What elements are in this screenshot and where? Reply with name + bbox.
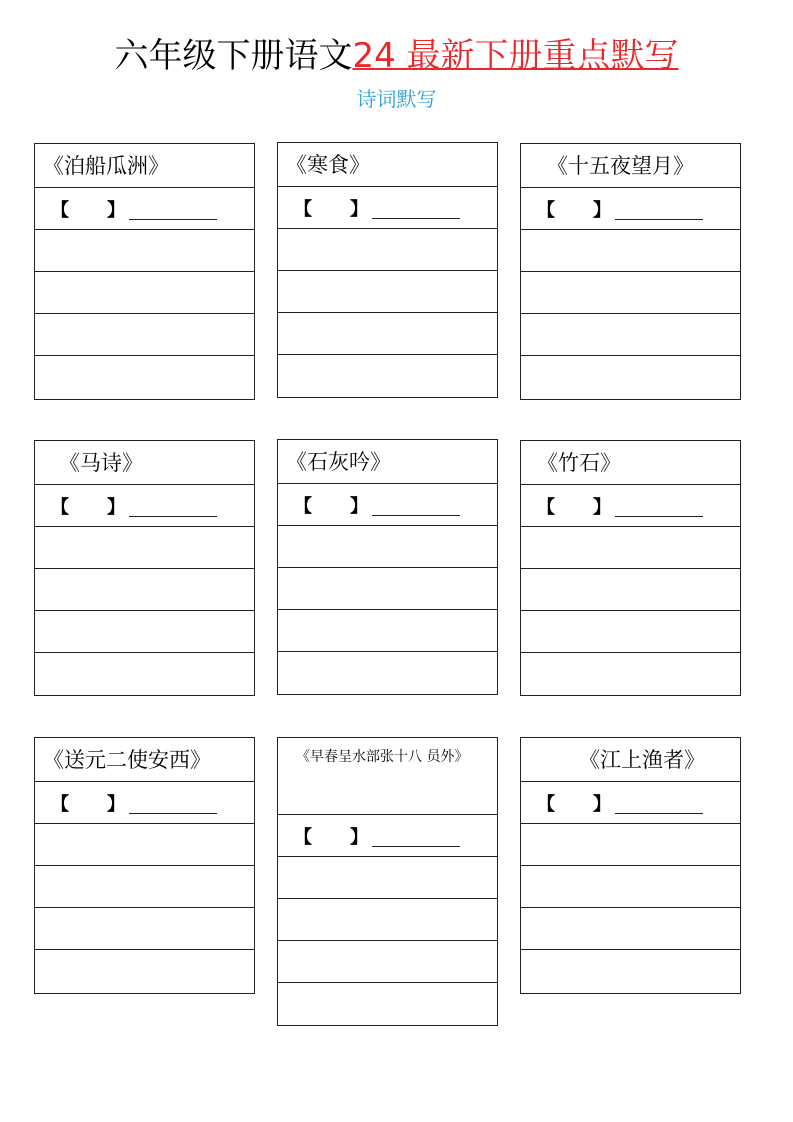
left-bracket: 【 <box>51 199 69 221</box>
writing-line[interactable] <box>278 652 497 694</box>
writing-line[interactable] <box>35 272 254 314</box>
left-bracket: 【 <box>294 198 312 220</box>
left-bracket: 【 <box>537 496 555 518</box>
writing-line[interactable] <box>521 866 740 908</box>
answer-underline <box>129 201 217 220</box>
answer-underline <box>615 201 703 220</box>
poem-title: 《江上渔者》 <box>521 738 740 782</box>
left-bracket: 【 <box>537 199 555 221</box>
poem-card-4 <box>34 440 255 696</box>
writing-line[interactable] <box>521 611 740 653</box>
poem-card-7 <box>34 737 255 994</box>
poem-title: 《早春呈水部张十八 员外》 <box>278 738 497 815</box>
writing-line[interactable] <box>35 527 254 569</box>
poem-card-9 <box>520 737 741 994</box>
writing-line[interactable] <box>521 824 740 866</box>
writing-line[interactable] <box>278 899 497 941</box>
answer-underline <box>615 498 703 517</box>
writing-line[interactable] <box>35 314 254 356</box>
poem-title: 《寒食》 <box>278 143 497 187</box>
left-bracket: 【 <box>294 495 312 517</box>
writing-line[interactable] <box>35 824 254 866</box>
writing-line[interactable] <box>35 611 254 653</box>
left-bracket: 【 <box>51 496 69 518</box>
right-bracket: 】 <box>593 793 611 815</box>
author-blank[interactable] <box>35 782 254 824</box>
right-bracket: 】 <box>107 199 125 221</box>
answer-underline <box>129 498 217 517</box>
writing-line[interactable] <box>35 230 254 272</box>
writing-line[interactable] <box>278 610 497 652</box>
right-bracket: 】 <box>107 496 125 518</box>
writing-line[interactable] <box>521 356 740 398</box>
writing-line[interactable] <box>521 950 740 992</box>
page-subtitle: 诗词默写 <box>356 87 437 111</box>
left-bracket: 【 <box>294 826 312 848</box>
author-blank[interactable] <box>35 188 254 230</box>
writing-line[interactable] <box>35 866 254 908</box>
author-blank[interactable] <box>521 485 740 527</box>
page-title <box>0 34 793 78</box>
writing-line[interactable] <box>35 653 254 695</box>
author-blank[interactable] <box>35 485 254 527</box>
writing-line[interactable] <box>35 908 254 950</box>
poem-title: 《泊船瓜洲》 <box>35 144 254 188</box>
writing-line[interactable] <box>278 313 497 355</box>
right-bracket: 】 <box>350 826 368 848</box>
writing-line[interactable] <box>521 272 740 314</box>
poem-card-6 <box>520 440 741 696</box>
right-bracket: 】 <box>593 496 611 518</box>
poem-title: 《石灰吟》 <box>278 440 497 484</box>
writing-line[interactable] <box>35 569 254 611</box>
writing-line[interactable] <box>35 356 254 398</box>
author-blank[interactable] <box>278 815 497 857</box>
writing-line[interactable] <box>521 314 740 356</box>
writing-line[interactable] <box>278 355 497 397</box>
writing-line[interactable] <box>278 941 497 983</box>
writing-line[interactable] <box>521 569 740 611</box>
answer-underline <box>129 795 217 814</box>
writing-line[interactable] <box>278 568 497 610</box>
writing-line[interactable] <box>521 527 740 569</box>
poem-title: 《竹石》 <box>521 441 740 485</box>
right-bracket: 】 <box>350 495 368 517</box>
writing-line[interactable] <box>278 229 497 271</box>
answer-underline <box>372 200 460 219</box>
poem-card-3 <box>520 143 741 400</box>
answer-underline <box>372 497 460 516</box>
author-blank[interactable] <box>521 782 740 824</box>
right-bracket: 】 <box>107 793 125 815</box>
poem-title: 《十五夜望月》 <box>521 144 740 188</box>
author-blank[interactable] <box>278 187 497 229</box>
right-bracket: 】 <box>593 199 611 221</box>
poem-title: 《送元二使安西》 <box>35 738 254 782</box>
poem-card-2 <box>277 142 498 398</box>
left-bracket: 【 <box>51 793 69 815</box>
writing-line[interactable] <box>35 950 254 992</box>
right-bracket: 】 <box>350 198 368 220</box>
left-bracket: 【 <box>537 793 555 815</box>
writing-line[interactable] <box>521 230 740 272</box>
author-blank[interactable] <box>521 188 740 230</box>
answer-underline <box>372 828 460 847</box>
poem-title: 《马诗》 <box>35 441 254 485</box>
writing-line[interactable] <box>521 908 740 950</box>
writing-line[interactable] <box>278 857 497 899</box>
title-highlight: 24 最新下册重点默写 <box>352 36 679 76</box>
poem-card-1 <box>34 143 255 400</box>
writing-line[interactable] <box>278 271 497 313</box>
answer-underline <box>615 795 703 814</box>
writing-line[interactable] <box>278 983 497 1025</box>
poem-card-8 <box>277 737 498 1026</box>
writing-line[interactable] <box>278 526 497 568</box>
poem-card-5 <box>277 439 498 695</box>
title-grade: 六年级下册语文 <box>114 36 353 76</box>
author-blank[interactable] <box>278 484 497 526</box>
writing-line[interactable] <box>521 653 740 695</box>
